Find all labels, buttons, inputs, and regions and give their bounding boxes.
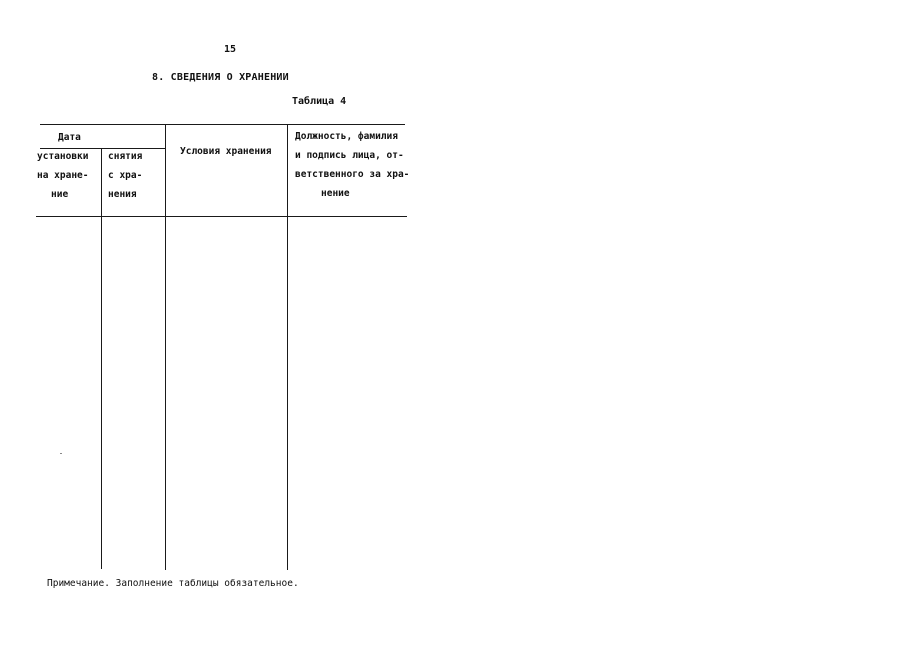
table-caption: Таблица 4	[292, 96, 347, 107]
col1-line: на хране-	[37, 170, 89, 181]
col4-line: ветственного за хра-	[295, 169, 410, 180]
col2-line: нения	[108, 189, 137, 200]
header-bottom-rule	[36, 216, 407, 217]
col4-line: нение	[321, 188, 350, 199]
col4-line: Должность, фамилия	[295, 131, 398, 142]
table-note: Примечание. Заполнение таблицы обязательное.	[47, 578, 299, 589]
page-number: 15	[224, 44, 237, 55]
col-divider-3	[287, 124, 288, 570]
col1-line: ние	[51, 189, 69, 200]
section-title: 8. СВЕДЕНИЯ О ХРАНЕНИИ	[152, 72, 289, 83]
col4-line: и подпись лица, от-	[295, 150, 404, 161]
col1-line: установки	[37, 151, 89, 162]
col2-line: с хра-	[108, 170, 143, 181]
col-divider-2	[165, 124, 166, 570]
date-group-header: Дата	[58, 132, 81, 143]
col2-line: снятия	[108, 151, 143, 162]
table-top-rule	[40, 124, 405, 125]
scan-speck	[60, 453, 62, 454]
col-conditions-header: Условия хранения	[180, 146, 272, 157]
col-divider-1	[101, 148, 102, 569]
